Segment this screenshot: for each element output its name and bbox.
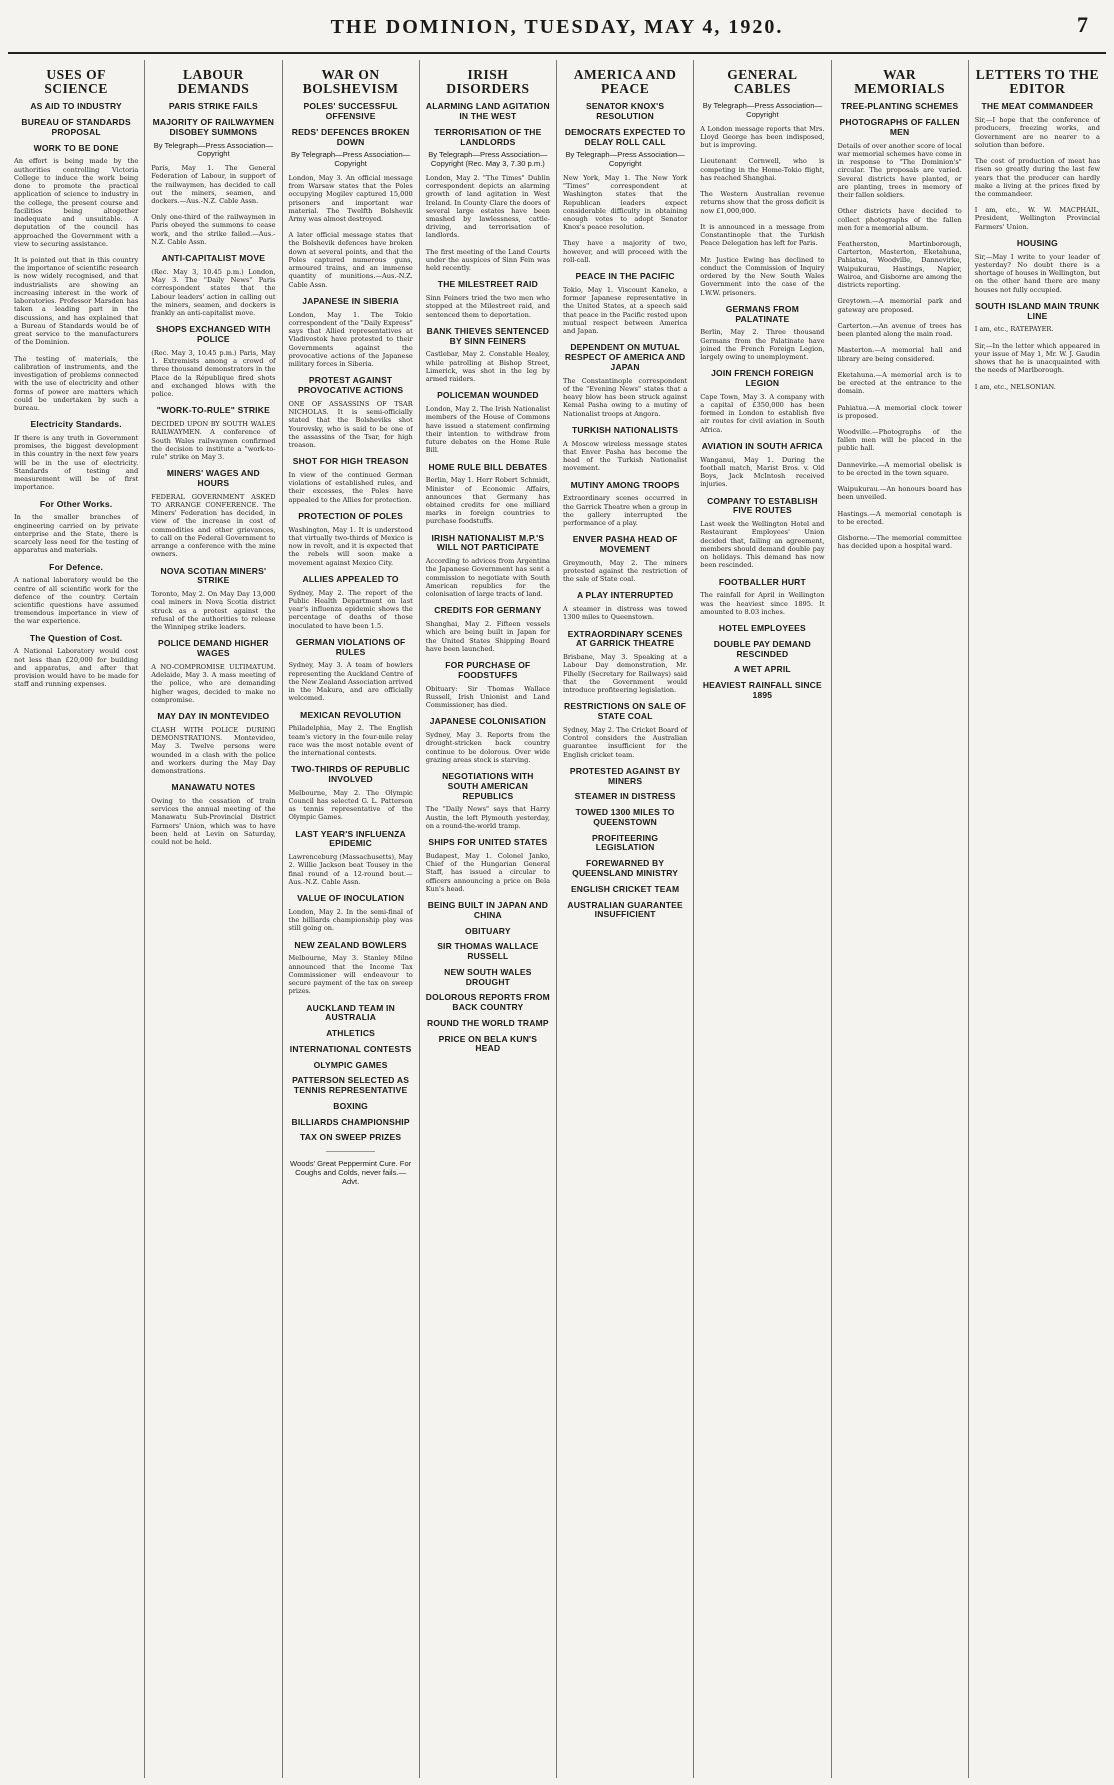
- paragraph: Sydney, May 2. The Cricket Board of Control considers the Australian guarantee insufficient for the English cricket team.: [563, 725, 688, 759]
- paragraph: The Western Australian revenue returns show that the gross deficit is now £1,000,000.: [700, 190, 825, 215]
- section-heading: MANAWATU NOTES: [171, 782, 256, 793]
- section-heading: JAPANESE COLONISATION: [429, 716, 547, 727]
- paragraph: Melbourne, May 3. Stanley Milne announced that the Income Tax Commissioner will endeavour to secure payment of the tax on sweep prizes.: [288, 954, 413, 996]
- paragraph: A National Laboratory would cost not less than £20,000 for building and apparatus, and after that provision would have to be made for staff and running expenses.: [14, 647, 139, 689]
- byline: By Telegraph—Press Association—Copyright: [565, 150, 685, 169]
- paragraph: Hastings.—A memorial cenotaph is to be erected.: [837, 509, 962, 526]
- section-heading: DOLOROUS REPORTS FROM BACK COUNTRY: [425, 992, 550, 1013]
- section-heading: PROTECTION OF POLES: [298, 510, 404, 521]
- paragraph: DECIDED UPON BY SOUTH WALES RAILWAYMEN. A conference of South Wales railwaymen confirmed the decision to institute a "work-to-rule" strike on May 3.: [151, 420, 276, 461]
- paragraph: London, May 1. The Tokio correspondent of the "Daily Express" says that Allied representatives at Vladivostok have protested to their Governments against the provocative actions of the Japanese military forces in Siberia.: [288, 310, 413, 369]
- paragraph: Sir,—May I write to your leader of yesterday? No doubt there is a shortage of houses in Wellington, but on the other hand there are many houses not fully occupied.: [974, 252, 1100, 294]
- section-heading: STEAMER IN DISTRESS: [574, 791, 676, 802]
- paragraph: FEDERAL GOVERNMENT ASKED TO ARRANGE CONFERENCE. The Miners' Federation has decided, in view of the increase in cost of commodities and other grievances, to call on the Federal Government to arrange a conference with the mine owners.: [151, 492, 276, 559]
- paragraph: Paris, May 1. The General Federation of Labour, in support of the railwaymen, has decided to call out the miners, seamen, and dockers.—Aus.-N.Z. Cable Assn.: [151, 164, 276, 206]
- paragraph: A later official message states that the Bolshevik defences have broken down at several points, and that the Poles captured numerous guns, armoured trains, and an immense quantity of munitions.—Aus.-N.Z. Cable Assn.: [288, 231, 413, 289]
- paragraph: Tokio, May 1. Viscount Kaneko, a former Japanese representative in the United States, at a speech said that peace in the Pacific rested upon mutual respect between America and Japan.: [563, 285, 688, 336]
- section-heading: ROUND THE WORLD TRAMP: [426, 1017, 549, 1028]
- column-heading: USES OF SCIENCE: [44, 67, 108, 97]
- column-heading: LABOUR DEMANDS: [177, 67, 250, 97]
- paragraph: I am, etc., NELSONIAN.: [974, 382, 1056, 391]
- paragraph: Lawrenceburg (Massachusetts), May 2. Willie Jackson beat Tousey in the final round of a 12-round bout.—Aus.-N.Z. Cable Assn.: [288, 853, 413, 886]
- paragraph: Greytown.—A memorial park and gateway are proposed.: [837, 297, 962, 314]
- section-heading: ENGLISH CRICKET TEAM: [570, 883, 680, 894]
- paragraph: Gisborne.—The memorial committee has decided upon a hospital ward.: [837, 534, 962, 551]
- paragraph: Sinn Feiners tried the two men who stopped at the Milestreet raid, and sentenced them to deportation.: [425, 294, 550, 319]
- column-5: [557, 60, 694, 1778]
- paragraph: Washington, May 1. It is understood that virtually two-thirds of Mexico is now in revolt, and it is expected that the rebels will soon make a movement against Mexico City.: [288, 525, 413, 567]
- paragraph: Berlin, May 1. Herr Robert Schmidt, Minister of Economic Affairs, announces that Germany has obtained credits for one milliard marks in foreign countries to purchase foodstuffs.: [425, 476, 550, 526]
- section-heading: COMPANY TO ESTABLISH FIVE ROUTES: [707, 495, 818, 516]
- column-heading: WAR ON BOLSHEVISM: [302, 67, 399, 97]
- paragraph: The "Daily News" says that Harry Austin, the left Plymouth yesterday, on a round-the-world tramp.: [425, 805, 550, 830]
- section-heading: JAPANESE IN SIBERIA: [302, 295, 399, 306]
- subheading: THE MEAT COMMANDEER: [981, 101, 1094, 112]
- section-heading: AUCKLAND TEAM IN AUSTRALIA: [306, 1002, 395, 1023]
- paragraph: They have a majority of two, however, and will proceed with the roll-call.: [563, 239, 688, 264]
- section-heading: AUSTRALIAN GUARANTEE INSUFFICIENT: [567, 899, 683, 920]
- paragraph: A national laboratory would be the centre of all scientific work for the defence of the country. Certain scientific questions have assumed tremendous importance in view of the war experience.: [14, 576, 139, 626]
- section-heading: MEXICAN REVOLUTION: [300, 709, 402, 720]
- section-heading: A PLAY INTERRUPTED: [576, 590, 674, 601]
- subheading: MAJORITY OF RAILWAYMEN DISOBEY SUMMONS: [152, 117, 275, 137]
- section-heading: SHOT FOR HIGH TREASON: [292, 456, 409, 467]
- subheading: BUREAU OF STANDARDS PROPOSAL: [21, 117, 131, 137]
- paragraph: Dannevirke.—A memorial obelisk is to be erected in the town square.: [837, 460, 962, 477]
- paragraph: Sydney, May 3. A team of bowlers representing the Auckland Centre of the New Zealand Association arrived in the Makura, and are officially welcomed.: [288, 661, 413, 703]
- column-heading: AMERICA AND PEACE: [573, 67, 677, 97]
- section-heading: The Question of Cost.: [29, 632, 123, 643]
- paragraph: The rainfall for April in Wellington was the heaviest since 1895. It amounted to 8.03 inches.: [700, 591, 825, 616]
- paragraph: (Rec. May 3, 10.45 p.m.) London, May 3. The "Daily News" Paris correspondent states that the Labour leaders' action in calling out the miners, seamen, and dockers is frankly an anti-capitalist move.: [151, 267, 276, 318]
- paragraph: Wanganui, May 1. During the football match, Marist Bros. v. Old Boys, Jack McIntosh received injuries.: [700, 455, 825, 489]
- paragraph: The first meeting of the Land Courts under the auspices of Sinn Fein was held recently.: [425, 247, 550, 273]
- section-heading: NEW SOUTH WALES DROUGHT: [444, 966, 532, 987]
- paragraph: ONE OF ASSASSINS OF TSAR NICHOLAS. It is semi-officially stated that the Bolsheviks shot Yourovsky, who is said to be one of the assassins of the Tsar, for high treason.: [288, 399, 413, 449]
- section-heading: PROFITEERING LEGISLATION: [592, 832, 659, 853]
- section-heading: TOWED 1300 MILES TO QUEENSTOWN: [575, 807, 675, 827]
- paragraph: CLASH WITH POLICE DURING DEMONSTRATIONS. Montevideo, May 3. Twelve persons were wounded in a clash with the police and workers during the May Day demonstrations.: [151, 725, 276, 775]
- section-heading: ALLIES APPEALED TO: [302, 573, 399, 584]
- section-heading: RESTRICTIONS ON SALE OF STATE COAL: [564, 701, 687, 722]
- column-2: [145, 60, 282, 1778]
- section-heading: BILLIARDS CHAMPIONSHIP: [291, 1116, 410, 1127]
- page-number: 7: [1077, 12, 1088, 37]
- paragraph: The testing of materials, the calibration of instruments, and the investigation of problems connected with the use of electricity and other forms of power are matters which could be undertaken by such a bureau.: [14, 354, 139, 412]
- byline: By Telegraph—Press Association—Copyright (Rec. May 3, 7.30 p.m.): [428, 150, 548, 169]
- section-heading: PROTESTED AGAINST BY MINERS: [569, 765, 681, 786]
- byline: By Telegraph—Press Association—Copyright: [290, 150, 411, 169]
- masthead-rule: [8, 52, 1106, 54]
- section-heading: DOUBLE PAY DEMAND RESCINDED: [713, 638, 811, 659]
- subheading: REDS' DEFENCES BROKEN DOWN: [291, 126, 410, 147]
- section-heading: TWO-THIRDS OF REPUBLIC INVOLVED: [291, 764, 410, 784]
- subheading: SENATOR KNOX'S RESOLUTION: [586, 101, 665, 122]
- paragraph: Brisbane, May 3. Speaking at a Labour Day demonstration, Mr. Fihelly (Secretary for Railways) said that the Government would introduce profiteering legislation.: [563, 653, 688, 695]
- paragraph: It is announced in a message from Constantinople that the Turkish Peace Delegation has left for Paris.: [700, 222, 825, 248]
- paragraph: A Moscow wireless message states that Enver Pasha has become the head of the Turkish Nationalist movement.: [563, 439, 688, 473]
- paragraph: Toronto, May 2. On May Day 13,000 coal miners in Nova Scotia district struck as a protest against the refusal of the authorities to release the Winnipeg strike leaders.: [151, 590, 276, 632]
- section-heading: THE MILESTREET RAID: [437, 279, 538, 290]
- paragraph: Carterton.—An avenue of trees has been planted along the main road.: [837, 321, 962, 339]
- section-heading: For Defence.: [49, 561, 104, 572]
- paragraph: Pahiatua.—A memorial clock tower is proposed.: [837, 403, 962, 420]
- section-heading: OLYMPIC GAMES: [313, 1059, 388, 1070]
- paragraph: Eketahuna.—A memorial arch is to be erected at the entrance to the domain.: [837, 370, 962, 396]
- paragraph: If there is any truth in Government promises, the biggest development in this country in the next few years will be in the use of electricity. Standards of testing and measurement will be of first importance.: [14, 433, 139, 492]
- section-heading: FOR PURCHASE OF FOODSTUFFS: [445, 660, 531, 680]
- paragraph: Other districts have decided to collect photographs of the fallen men for a memorial album.: [837, 207, 962, 232]
- paragraph: Sydney, May 3. Reports from the drought-stricken back country continue to be dolorous. Over wide grazing areas stock is starving.: [425, 731, 550, 764]
- section-heading: SIR THOMAS WALLACE RUSSELL: [437, 941, 539, 962]
- subheading: PHOTOGRAPHS OF FALLEN MEN: [839, 117, 960, 137]
- paragraph: I am, etc., RATEPAYER.: [974, 325, 1054, 334]
- section-heading: For Other Works.: [39, 498, 113, 509]
- section-heading: TURKISH NATIONALISTS: [571, 424, 679, 435]
- section-heading: DEPENDENT ON MUTUAL RESPECT OF AMERICA AND JAPAN: [564, 342, 686, 372]
- paragraph: Sydney, May 2. The report of the Public Health Department on last year's influenza epidemic shows the percentage of deaths of those inoculated to have been 1.5.: [288, 588, 413, 630]
- section-heading: CREDITS FOR GERMANY: [434, 605, 542, 616]
- section-heading: PATTERSON SELECTED AS TENNIS REPRESENTATIVE: [292, 1075, 410, 1096]
- paragraph: The Constantinople correspondent of the "Evening News" states that a heavy blow has been struck against Kemal Pasha owing to a mutiny of Nationalist troops at Angora.: [563, 376, 688, 418]
- section-heading: INTERNATIONAL CONTESTS: [289, 1043, 412, 1054]
- paragraph: Greymouth, May 2. The miners protested against the restriction of the sale of State coal.: [563, 558, 688, 584]
- section-heading: MINERS' WAGES AND HOURS: [166, 468, 260, 488]
- column-heading: IRISH DISORDERS: [446, 67, 530, 97]
- separator: [326, 1151, 376, 1152]
- section-heading: MAY DAY IN MONTEVIDEO: [157, 711, 270, 722]
- subheading: PARIS STRIKE FAILS: [168, 101, 258, 112]
- paragraph: Lieutenant Cornwell, who is competing in the Home-Tokio flight, has reached Shanghai.: [700, 157, 825, 182]
- subheading: WORK TO BE DONE: [33, 142, 119, 153]
- section-heading: TAX ON SWEEP PRIZES: [299, 1132, 402, 1143]
- column-heading: GENERAL CABLES: [727, 67, 798, 97]
- section-heading: BOXING: [333, 1100, 368, 1111]
- section-heading: SHOPS EXCHANGED WITH POLICE: [156, 324, 271, 345]
- section-heading: NEGOTIATIONS WITH SOUTH AMERICAN REPUBLICS: [442, 771, 534, 801]
- subheading: ALARMING LAND AGITATION IN THE WEST: [425, 101, 550, 122]
- byline: By Telegraph—Press Association—Copyright: [702, 101, 823, 120]
- section-heading: IRISH NATIONALIST M.P.'S WILL NOT PARTICIPATE: [431, 532, 545, 553]
- section-heading: POLICE DEMAND HIGHER WAGES: [158, 638, 269, 659]
- paragraph: Shanghai, May 2. Fifteen vessels which are being built in Japan for the United States Shipping Board have been launched.: [425, 620, 550, 653]
- paragraph: Extraordinary scenes occurred in the Garrick Theatre when a group in the gallery interrupted the performance of a play.: [563, 494, 688, 527]
- section-heading: BANK THIEVES SENTENCED BY SINN FEINERS: [426, 325, 550, 346]
- paragraph: It is pointed out that in this country the importance of scientific research is now widely recognised, and that industrialists are showing an increasing interest in the work of laboratories. Professor Marsden has taken a leading part in the discussions, and has explained that a Bureau of Standards would be of great service to the manufacturers of the Dominion.: [14, 255, 139, 347]
- section-heading: LAST YEAR'S INFLUENZA EPIDEMIC: [295, 828, 406, 849]
- subheading: POLES' SUCCESSFUL OFFENSIVE: [303, 101, 398, 122]
- paragraph: The cost of production of meat has risen so greatly during the last few years that the producer can hardly make a living at the prices fixed by the commandeer.: [974, 157, 1100, 198]
- paragraph: Budapest, May 1. Colonel Janko, Chief of the Hungarian General Staff, has issued a circular to officers announcing a price on Bela Kun's head.: [425, 851, 550, 893]
- section-heading: AVIATION IN SOUTH AFRICA: [701, 440, 824, 451]
- paragraph: (Rec. May 3, 10.45 p.m.) Paris, May 1. Extremists among a crowd of three thousand demonstrators in the Place de la République fired shots and exchanged blows with the police.: [151, 348, 276, 399]
- section-heading: NEW ZEALAND BOWLERS: [294, 939, 407, 950]
- section-heading: HOTEL EMPLOYEES: [718, 623, 806, 634]
- section-heading: FOREWARNED BY QUEENSLAND MINISTRY: [572, 858, 679, 878]
- column-heading: WAR MEMORIALS: [854, 67, 945, 97]
- paragraph: Sir,—In the letter which appeared in your issue of May 1, Mr. W. J. Gaudin shows that he is unacquainted with the needs of Marlborough.: [974, 341, 1100, 375]
- paragraph: London, May 2. In the semi-final of the billiards championship play was still going on.: [288, 907, 413, 933]
- section-heading: Electricity Standards.: [30, 419, 122, 430]
- paragraph: In the smaller branches of engineering carried on by private enterprise and the State, there is scarcely less need for the testing of apparatus and materials.: [14, 513, 139, 555]
- subheading: AS AID TO INDUSTRY: [30, 101, 122, 112]
- section-heading: "WORK-TO-RULE" STRIKE: [156, 405, 270, 416]
- column-3: [283, 60, 420, 1778]
- subheading: TREE-PLANTING SCHEMES: [840, 101, 959, 112]
- paragraph: Owing to the cessation of train services the annual meeting of the Manawatu Sub-Provincial District Farmers' Union, which was to have been held at Levin on Saturday, could not be held.: [151, 796, 276, 847]
- column-heading: LETTERS TO THE EDITOR: [975, 67, 1100, 97]
- section-heading: POLICEMAN WOUNDED: [437, 390, 539, 401]
- paragraph: Obituary: Sir Thomas Wallace Russell, Irish Unionist and Land Commissioner, has died.: [425, 684, 550, 710]
- paragraph: Only one-third of the railwaymen in Paris obeyed the summons to cease work, and the strike failed.—Aus.-N.Z. Cable Assn.: [151, 213, 276, 246]
- section-heading: EXTRAORDINARY SCENES AT GARRICK THEATRE: [567, 628, 683, 649]
- section-heading: OBITUARY: [465, 925, 511, 936]
- column-4: [420, 60, 557, 1778]
- paragraph: Castlebar, May 2. Constable Healey, while patrolling at Bishop Street, Limerick, was shot in the leg by armed raiders.: [425, 350, 550, 384]
- paragraph: London, May 2. The Irish Nationalist members of the House of Commons have issued a statement confirming their intention to withdraw from future debates on the Home Rule Bill.: [425, 405, 550, 455]
- section-heading: VALUE OF INOCULATION: [297, 893, 405, 904]
- masthead-title: THE DOMINION, TUESDAY, MAY 4, 1920.: [330, 16, 784, 38]
- paragraph: Waipukurau.—An honours board has been unveiled.: [837, 485, 962, 502]
- paragraph: Featherston, Martinborough, Carterton, Masterton, Eketahuna, Pahiatua, Woodville, Dannevirke, Waipukurau, Hastings, Napier, Wairoa, and Gisborne are among the districts reporting.: [837, 239, 962, 290]
- section-heading: MUTINY AMONG TROOPS: [570, 479, 680, 490]
- paragraph: Masterton.—A memorial hall and library are being considered.: [837, 346, 962, 363]
- paragraph: A steamer in distress was towed 1300 miles to Queenstown.: [563, 605, 688, 622]
- paragraph: Details of over another score of local war memorial schemes have come in in response to "The Dominion's" circular. The proposals are varied. Several districts have planted, or are planting, trees in memory of their fallen soldiers.: [837, 141, 962, 200]
- section-heading: HOUSING: [1016, 237, 1058, 248]
- byline: By Telegraph—Press Association—Copyright: [153, 140, 274, 159]
- paragraph: In view of the continued German violations of established rules, and their excesses, the Poles have appealed to the Allies for protection.: [288, 471, 413, 504]
- paragraph: London, May 3. An official message from Warsaw states that the Poles occupying Mogilev captured 15,000 prisoners and important war material. The Twelfth Bolshevik Army was almost destroyed.: [288, 173, 413, 224]
- section-heading: GERMAN VIOLATIONS OF RULES: [295, 636, 406, 657]
- section-heading: NOVA SCOTIAN MINERS' STRIKE: [160, 565, 267, 586]
- section-heading: HEAVIEST RAINFALL SINCE 1895: [702, 680, 822, 700]
- section-heading: JOIN FRENCH FOREIGN LEGION: [711, 368, 814, 388]
- paragraph: A NO-COMPROMISE ULTIMATUM. Adelaide, May 3. A mass meeting of the police, who are demanding higher wages, decided to make no compromise.: [151, 662, 276, 704]
- paragraph: New York, May 1. The New York "Times" correspondent at Washington states that the Republican leaders expect considerable difficulty in obtaining enough votes to adopt Senator Knox's peace resolution.: [563, 173, 688, 232]
- advertisement: Woods' Great Peppermint Cure. For Coughs and Colds, never fails.—Advt.: [290, 1159, 412, 1186]
- subheading: TERRORISATION OF THE LANDLORDS: [434, 126, 542, 147]
- column-1: [8, 60, 145, 1778]
- section-heading: SOUTH ISLAND MAIN TRUNK LINE: [975, 300, 1100, 321]
- section-heading: ENVER PASHA HEAD OF MOVEMENT: [572, 534, 678, 554]
- paragraph: Melbourne, May 2. The Olympic Council has selected G. L. Patterson as tennis representative of the Olympic Games.: [288, 788, 413, 822]
- section-heading: PEACE IN THE PACIFIC: [575, 271, 675, 282]
- paragraph: A London message reports that Mrs. Lloyd George has been indisposed, but is improving.: [700, 124, 825, 150]
- masthead: [0, 0, 1114, 60]
- paragraph: Last week the Wellington Hotel and Restaurant Employees' Union decided that, failing an agreement, members should demand double pay on holidays. This demand has now been rescinded.: [700, 520, 825, 570]
- column-6: [694, 60, 831, 1778]
- section-heading: PROTEST AGAINST PROVOCATIVE ACTIONS: [297, 375, 404, 396]
- section-heading: PRICE ON BELA KUN'S HEAD: [438, 1033, 538, 1054]
- section-heading: A WET APRIL: [733, 664, 791, 675]
- section-heading: FOOTBALLER HURT: [718, 576, 806, 587]
- paragraph: I am, etc., W. W. MACPHAIL, President, Wellington Provincial Farmers' Union.: [974, 206, 1100, 231]
- paragraph: Philadelphia, May 2. The English team's victory in the four-mile relay race was the most notable event of the international contests.: [288, 724, 413, 757]
- subheading: DEMOCRATS EXPECTED TO DELAY ROLL CALL: [564, 126, 686, 147]
- paragraph: London, May 2. "The Times" Dublin correspondent depicts an alarming growth of land agitation in West Ireland. In County Clare the doors of several large estates have been smashed by lawlessness, cattle-driving, and terrorisation of landlords.: [425, 173, 550, 240]
- section-heading: SHIPS FOR UNITED STATES: [428, 837, 548, 848]
- section-heading: HOME RULE BILL DEBATES: [428, 461, 548, 472]
- paragraph: According to advices from Argentina the Japanese Government has sent a commission to negotiate with South American republics for the colonisation of large tracts of land.: [425, 557, 550, 599]
- section-heading: ANTI-CAPITALIST MOVE: [161, 253, 266, 264]
- column-7: [832, 60, 969, 1778]
- section-heading: ATHLETICS: [326, 1028, 376, 1039]
- paragraph: Cape Town, May 3. A company with a capital of £350,000 has been formed in London to establish five air routes for civil aviation in South Africa.: [700, 392, 825, 434]
- section-heading: BEING BUILT IN JAPAN AND CHINA: [427, 899, 549, 920]
- section-heading: GERMANS FROM PALATINATE: [725, 303, 799, 324]
- article-columns: [8, 60, 1106, 1778]
- paragraph: Sir,—I hope that the conference of producers, freezing works, and Government are no nearer to a solution than before.: [974, 116, 1100, 149]
- column-8: [969, 60, 1106, 1778]
- paragraph: Berlin, May 2. Three thousand Germans from the Palatinate have joined the French Foreign Legion, largely owing to unemployment.: [700, 328, 825, 361]
- paragraph: Mr. Justice Ewing has declined to conduct the Commission of Inquiry ordered by the New South Wales Government into the case of the I.W.W. prisoners.: [700, 255, 825, 297]
- paragraph: An effort is being made by the authorities controlling Victoria College to induce the work being done to promote the practical application of science to industry in the college, the present course and facilities being altogether inadequate and unsuitable. A deputation of the council has approached the Government with a view to securing assistance.: [14, 157, 139, 248]
- paragraph: Woodville.—Photographs of the fallen men will be placed in the public hall.: [837, 427, 962, 453]
